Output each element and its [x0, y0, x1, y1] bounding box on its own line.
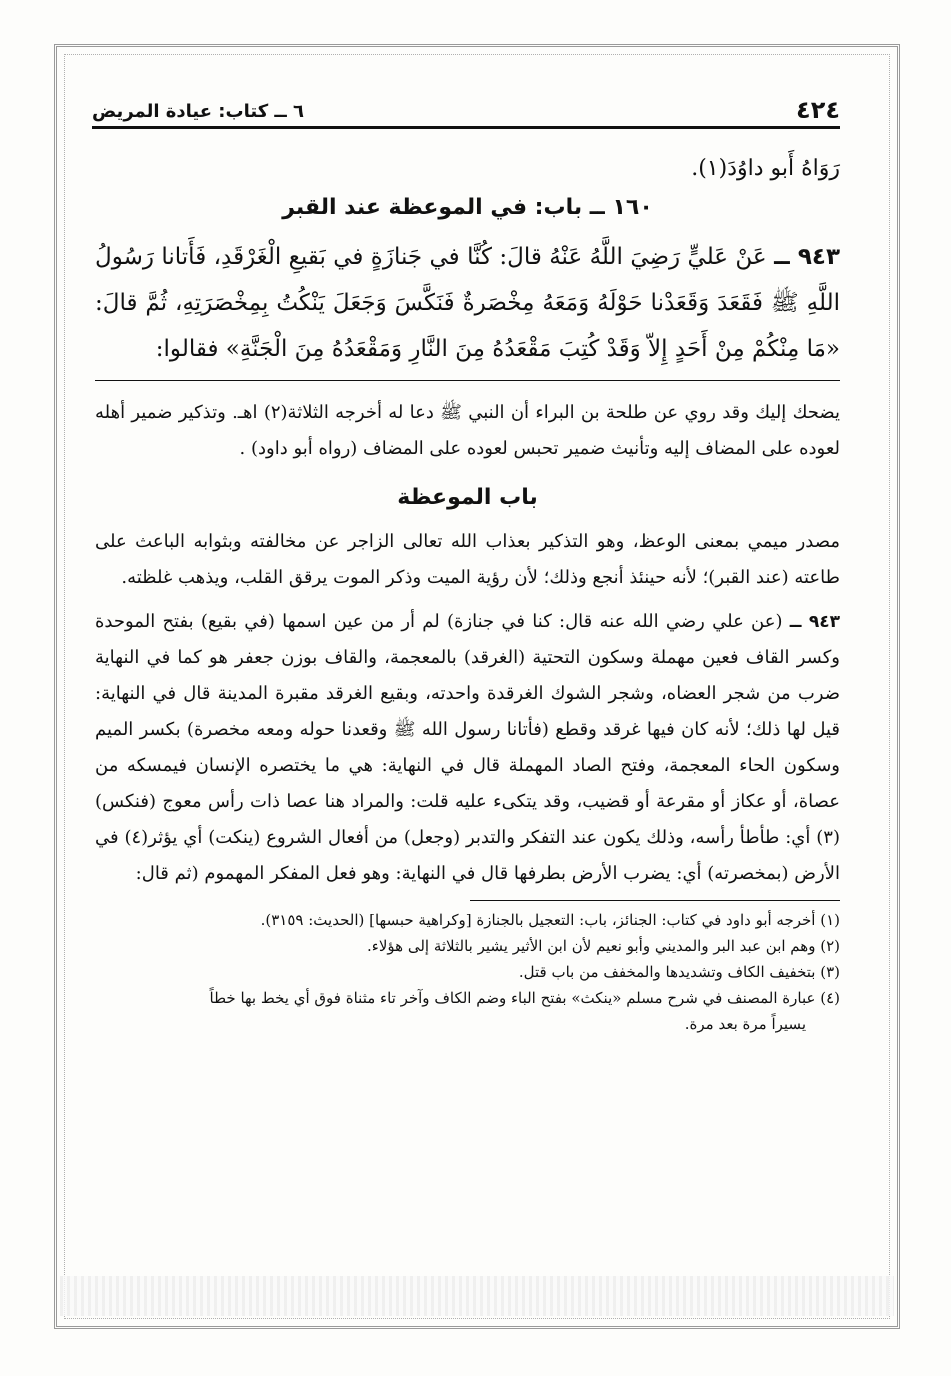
chapter-title: ٦ ــ كتاب: عيادة المريض — [92, 101, 305, 122]
footnote: (٤) عبارة المصنف في شرح مسلم «ينكث» بفتح الباء وضم الكاف وآخر تاء مثناة فوق أي يخط بها خطاً — [209, 989, 840, 1007]
page-number: ٤٢٤ — [796, 96, 840, 124]
footnote: (٣) بتخفيف الكاف وتشديدها والمخفف من باب قتل. — [518, 963, 840, 981]
bab-title: ١٦٠ ــ باب: في الموعظة عند القبر — [282, 195, 653, 220]
footnote-continuation: يسيراً مرة بعد مرة. — [684, 1015, 806, 1033]
footnote-rule — [470, 900, 840, 901]
footnote: (١) أخرجه أبو داود في كتاب: الجنائز، باب: التعجيل بالجنازة [وكراهية حبسها] (الحديث: ٣١٥٩). — [260, 911, 840, 929]
sharh-block — [95, 604, 840, 892]
page-body — [95, 150, 840, 1037]
decorative-band — [60, 1276, 894, 1316]
running-header — [92, 88, 840, 129]
hadith-source: رَوَاهُ أَبو داوُدَ(١). — [691, 156, 840, 181]
sharh-text: (عن علي رضي الله عنه قال: كنا في جنازة) لم أر من عين اسمها (في بقيع) بفتح الموحدة وكسر القاف فعين مهملة وسكون التحتية (الغرقد) بالمعجمة، والقاف بوزن جعفر هو كما في النهاية ضرب من شجر العضاه، وشجر الشوك الغرقدة واحدته، وبقيع الغرقد مقبرة المدينة قال في النهاية: قيل لها ذلك؛ لأنه كان فيها غرقد وقطع (فأتانا رسول الله ﷺ وقعدنا حوله ومعه مخصرة) بكسر الميم وسكون الحاء المعجمة، وفتح الصاد المهملة قال في النهاية: هي ما يختصره الإنسان فيمسكه من عصاة، أو عكاز أو مقرعة أو قضيب، وقد يتكىء عليه قلت: والمراد هنا عصا ذات رأس معوج (فنكس)(٣) أي: طأطأ رأسه، وذلك يكون عند التفكر والتدبر (وجعل) من أفعال الشروع (ينكت) أي يؤثر(٤) في الأرض (بمخصرته) أي: يضرب الأرض بطرفها قال في النهاية: وهو فعل المفكر المهموم (ثم قال: — [95, 611, 840, 884]
footnote: (٢) وهم ابن عبد البر والمديني وأبو نعيم لأن ابن الأثير يشير بالثلاثة إلى هؤلاء. — [367, 937, 840, 955]
section-paragraph: مصدر ميمي بمعنى الوعظ، وهو التذكير بعذاب الله تعالى الزاجر عن مخالفته وبثوابه الباعث على طاعته (عند القبر)؛ لأنه حينئذ أنجع وذلك؛ لأن رؤية الميت وذكر الموت يرقق القلب، ويذهب غلظته. — [95, 531, 840, 588]
hadith-text: عَنْ عَليٍّ رَضِيَ اللَّهُ عَنْهُ قالَ: كُنَّا في جَنازَةٍ في بَقيعِ الْغَرْقَدِ، فَأَتانا رَسُولُ اللَّهِ ﷺ فَقَعَدَ وَقَعَدْنا حَوْلَهُ وَمَعَهُ مِخْصَرةٌ فَنَكَّسَ وَجَعَلَ يَنْكُتُ بِمِخْصَرَتِهِ، ثُمَّ قالَ: «مَا مِنْكُمْ مِنْ أَحَدٍ إِلاّ وَقَدْ كُتِبَ مَقْعَدُهُ مِنَ النَّارِ وَمَقْعَدُهُ مِنَ الْجَنَّةِ» فقالوا: — [95, 244, 840, 362]
commentary-top: يضحك إليك وقد روي عن طلحة بن البراء أن النبي ﷺ دعا له أخرجه الثلاثة(٢) اهـ. وتذكير ضمير أهله لعوده على المضاف إليه وتأنيث ضمير تحبس لعوده على المضاف (رواه أبو داود) . — [95, 402, 840, 459]
hadith-text-block — [95, 234, 840, 381]
hadith-number: ٩٤٣ ــ — [774, 244, 840, 270]
section-title: باب الموعظة — [397, 485, 538, 510]
footnotes — [95, 907, 840, 1037]
sharh-number: ٩٤٣ ــ — [789, 612, 840, 632]
